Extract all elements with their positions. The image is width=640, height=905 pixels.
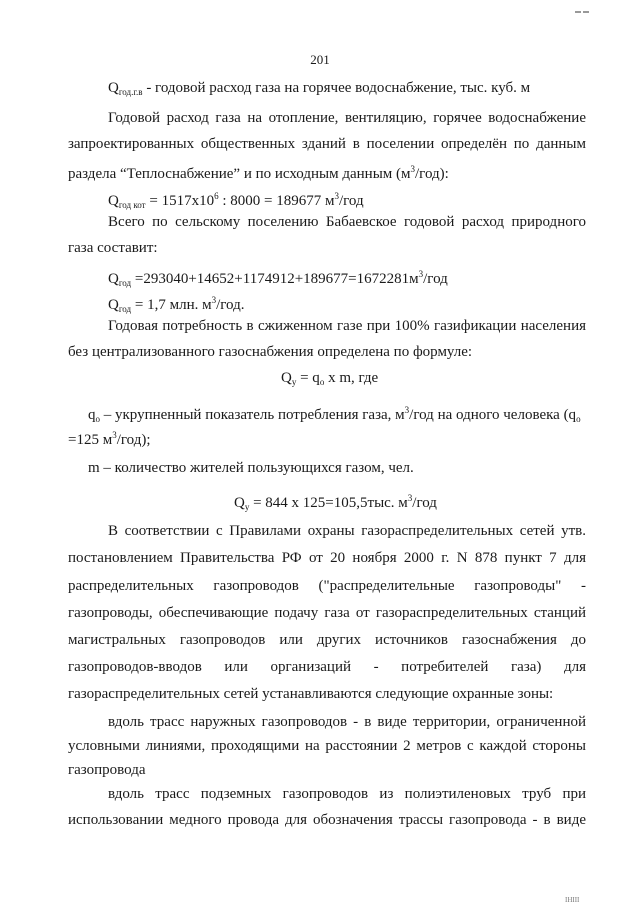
text-line-27: вдоль трасс подземных газопроводов из полиэтиленовых труб при: [108, 786, 586, 802]
formula-annual-total: $Q_{год} =293040+14652+1174912+189677=1672281м^3/год$: [108, 269, 448, 288]
text-line-11: без централизованного газоснабжения определена по формуле:: [68, 344, 473, 360]
text-line-1: $Q_{год.г.в}$ - годовой расход газа на горячее водоснабжение, тыс. куб. м: [108, 80, 531, 97]
text-line-2: Годовой расход газа на отопление, вентиляцию, горячее водоснабжение: [108, 110, 586, 126]
definition-m: m – количество жителей пользующихся газом, чел.: [88, 460, 414, 476]
text-line-18: постановлением Правительства РФ от 20 ноября 2000 г. N 878 пункт 7 для: [68, 550, 586, 566]
formula-lpg-result: $Q_у = 844$ x 125=105,5тыс. $м^3$/год: [234, 493, 437, 512]
text-line-21: магистральных газопроводов или других источников газоснабжения до: [68, 632, 586, 648]
formula-annual-boiler: $Q_{год кот} = 1517x10^6$ : 8000 = 189677 $м^3$/год: [108, 191, 364, 210]
text-line-4: раздела “Теплоснабжение” и по исходным данным $(м^3/год)$:: [68, 164, 449, 182]
text-line-22: газопроводов-вводов или организаций - потребителей газа) для: [68, 659, 586, 675]
text-line-17: В соответствии с Правилами охраны газораспределительных сетей утв.: [108, 523, 586, 539]
text-line-6: Всего по сельскому поселению Бабаевское годовой расход природного: [108, 214, 586, 230]
text-line-10: Годовая потребность в сжиженном газе при 100% газификации населения: [108, 318, 586, 334]
text-line-23: газораспределительных сетей устанавливаются следующие охранные зоны:: [68, 686, 554, 702]
text-line-26: газопровода: [68, 762, 146, 778]
page-number: 201: [310, 52, 330, 67]
definition-qo: $q_o$ – укрупненный показатель потребления газа, $м^3$/год на одного человека ($q_o$: [88, 405, 581, 424]
text-line-20: газопроводы, обеспечивающие подачу газа от газораспределительных станций: [68, 605, 586, 621]
text-line-28: использовании медного провода для обозначения трассы газопровода - в виде: [68, 812, 586, 828]
formula-annual-total-mln: $Q_{год} = 1,7$ млн. $м^3$/год.: [108, 295, 245, 314]
text-line-19: распределительных газопроводов ("распределительные газопроводы" -: [68, 578, 586, 594]
footer-mark: IHIII: [565, 896, 580, 904]
text-line-25: условными линиями, проходящими на расстоянии 2 метров с каждой стороны: [68, 738, 586, 754]
definition-qo-cont: =125 $м^3/год$);: [68, 430, 151, 448]
scan-mark-top: [575, 0, 597, 3]
text-line-24: вдоль трасс наружных газопроводов - в виде территории, ограниченной: [108, 714, 586, 730]
text-line-7: газа составит:: [68, 240, 158, 256]
text-line-3: запроектированных общественных зданий в поселении определён по данным: [68, 136, 586, 152]
formula-lpg-demand: $Q_у = q_o$ x m, где: [281, 370, 379, 387]
